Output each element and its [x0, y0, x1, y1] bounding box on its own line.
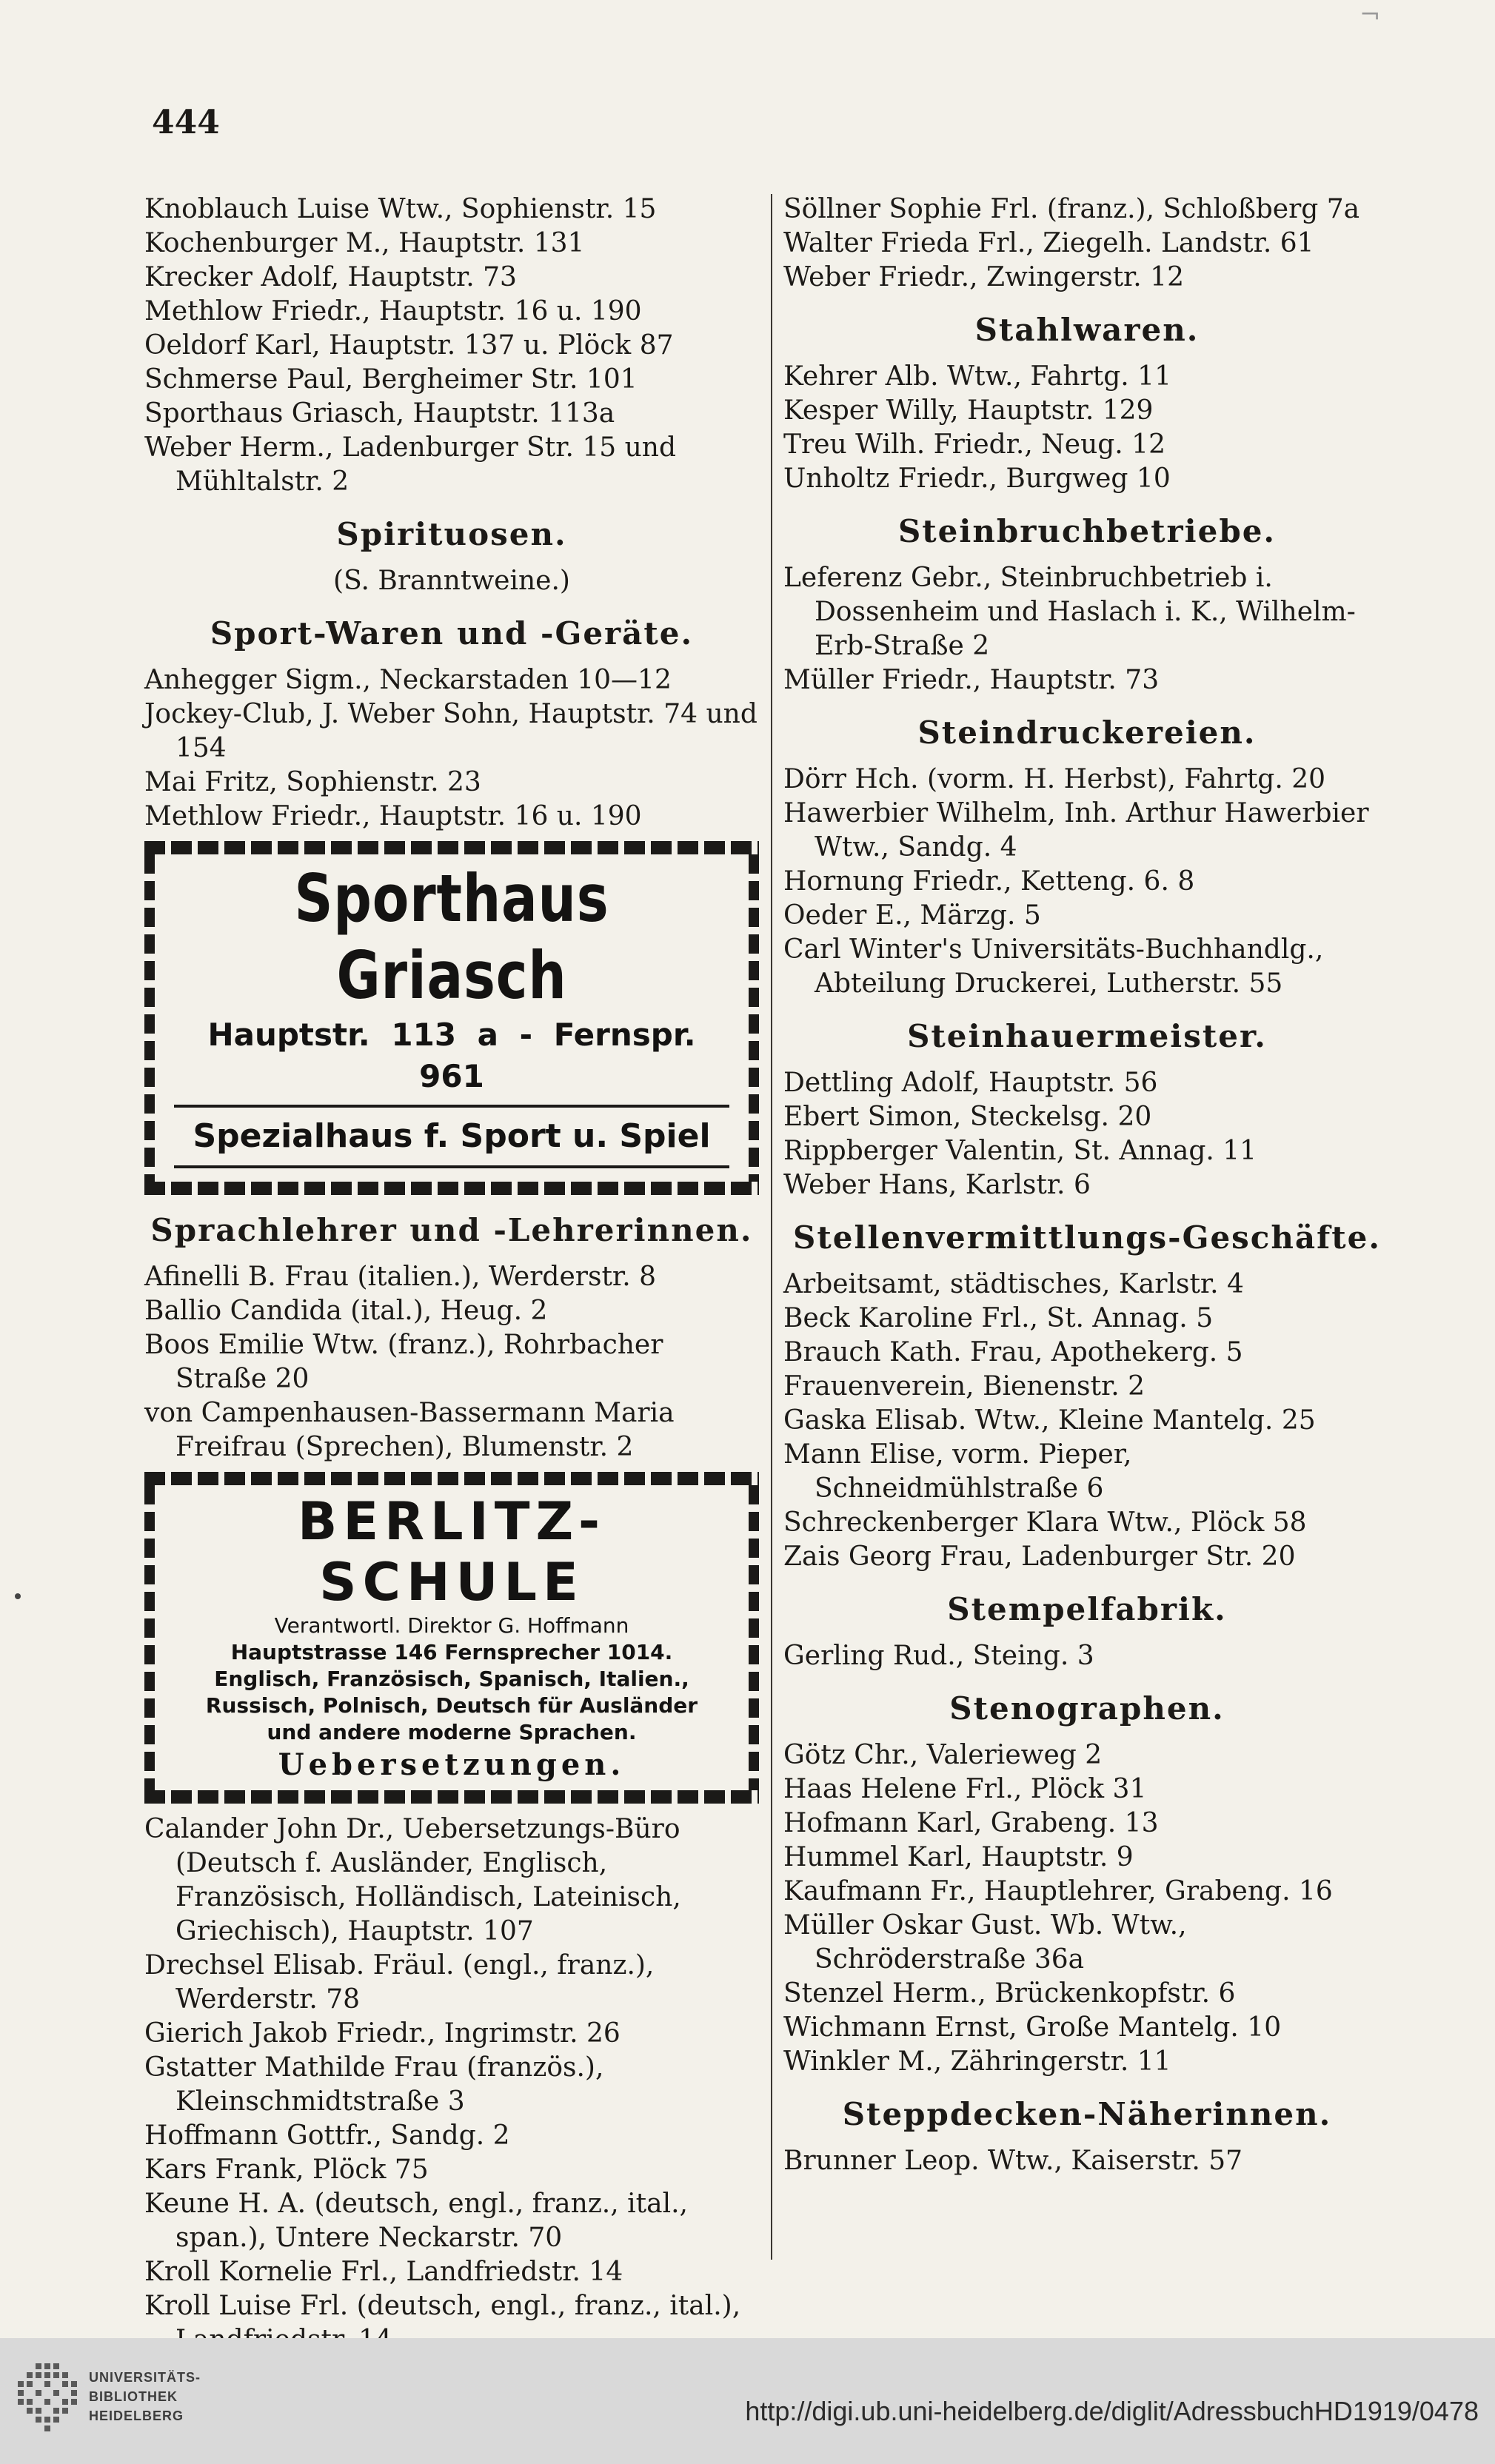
directory-entry: Müller Oskar Gust. Wb. Wtw., Schröderstraße 36a: [783, 1910, 1187, 1975]
directory-entry: Leferenz Gebr., Steinbruchbetrieb i. Dossenheim und Haslach i. K., Wilhelm-Erb-Straße 2: [783, 563, 1356, 661]
directory-entry: Oeder E., Märzg. 5: [783, 900, 1041, 931]
directory-entry: Dettling Adolf, Hauptstr. 56: [783, 1068, 1158, 1098]
section-heading: Steppdecken-Näherinnen.: [842, 2096, 1332, 2132]
directory-entry: Kroll Luise Frl. (deutsch, engl., franz., ital.),: [144, 2291, 741, 2321]
ad-languages: Russisch, Polnisch, Deutsch für Ausländer: [205, 1693, 698, 1718]
directory-entry: Rippberger Valentin, St. Annag. 11: [783, 1136, 1257, 1166]
directory-entry: Frauenverein, Bienenstr. 2: [783, 1371, 1146, 1402]
left-column: [144, 192, 759, 2357]
directory-entry: Knoblauch Luise Wtw., Sophienstr. 15: [144, 194, 657, 224]
university-library-logo-icon: [13, 2360, 80, 2434]
directory-entry: Kehrer Alb. Wtw., Fahrtg. 11: [783, 361, 1171, 392]
directory-entry: Keune H. A. (deutsch, engl., franz., ital., span.), Untere Neckarstr. 70: [144, 2189, 688, 2253]
directory-entry: Schmerse Paul, Bergheimer Str. 101: [144, 364, 638, 395]
directory-entry: Brauch Kath. Frau, Apothekerg. 5: [783, 1337, 1243, 1367]
directory-entry: Drechsel Elisab. Fräul. (engl., franz.), Werderstr. 78: [144, 1950, 655, 2015]
section-heading: Stahlwaren.: [974, 312, 1200, 348]
directory-entry: Ebert Simon, Steckelsg. 20: [783, 1102, 1152, 1132]
directory-entry: Kars Frank, Plöck 75: [144, 2155, 429, 2185]
section-heading: Stempelfabrik.: [947, 1591, 1227, 1627]
corner-mark: ¬: [1359, 0, 1381, 30]
ad-border: [144, 1790, 759, 1804]
ad-tagline: Spezialhaus f. Sport u. Spiel: [193, 1117, 711, 1155]
directory-entry: Weber Friedr., Zwingerstr. 12: [783, 262, 1184, 292]
footer-bar: [0, 2338, 1495, 2464]
page-number: 444: [152, 104, 220, 141]
directory-entry: Kochenburger M., Hauptstr. 131: [144, 228, 585, 258]
ad-footer: Uebersetzungen.: [278, 1747, 626, 1782]
section-heading: Sport-Waren und -Geräte.: [210, 615, 694, 652]
ad-title: BERLITZ-SCHULE: [297, 1491, 606, 1613]
ad-rule: [174, 1165, 729, 1168]
directory-entry: Carl Winter's Universitäts-Buchhandlg., Abteilung Druckerei, Lutherstr. 55: [783, 934, 1324, 999]
directory-entry: Kaufmann Fr., Hauptlehrer, Grabeng. 16: [783, 1876, 1333, 1906]
directory-entry: Brunner Leop. Wtw., Kaiserstr. 57: [783, 2146, 1243, 2176]
directory-entry: Kroll Kornelie Frl., Landfriedstr. 14: [144, 2257, 623, 2287]
directory-entry: Ballio Candida (ital.), Heug. 2: [144, 1296, 548, 1326]
ad-address: Hauptstr. 113 a - Fernspr. 961: [207, 1017, 696, 1094]
directory-entry: Methlow Friedr., Hauptstr. 16 u. 190: [144, 801, 642, 831]
directory-entry: Gerling Rud., Steing. 3: [783, 1641, 1094, 1671]
directory-entry: Hawerbier Wilhelm, Inh. Arthur Hawerbier Wtw., Sandg. 4: [783, 798, 1369, 863]
directory-entry: Arbeitsamt, städtisches, Karlstr. 4: [783, 1269, 1244, 1299]
ad-border: [144, 1472, 759, 1485]
directory-entry: Weber Herm., Ladenburger Str. 15 und Mühltalstr. 2: [144, 432, 677, 497]
ad-director: Verantwortl. Direktor G. Hoffmann: [274, 1613, 629, 1638]
column-divider: [771, 194, 772, 2260]
directory-entry: Stenzel Herm., Brückenkopfstr. 6: [783, 1978, 1236, 2009]
ad-border: [144, 1485, 155, 1790]
directory-entry: Dörr Hch. (vorm. H. Herbst), Fahrtg. 20: [783, 764, 1326, 794]
directory-entry: Walter Frieda Frl., Ziegelh. Landstr. 61: [783, 228, 1314, 258]
directory-entry: Söllner Sophie Frl. (franz.), Schloßberg 7a: [783, 194, 1360, 224]
sporthaus-griasch-ad: [144, 841, 759, 1195]
library-name-line: BIBLIOTHEK: [89, 2389, 178, 2404]
directory-entry: Hofmann Karl, Grabeng. 13: [783, 1808, 1159, 1838]
directory-entry: Haas Helene Frl., Plöck 31: [783, 1774, 1147, 1804]
directory-entry: Schreckenberger Klara Wtw., Plöck 58: [783, 1507, 1307, 1538]
ad-languages: und andere moderne Sprachen.: [267, 1720, 637, 1744]
library-name-line: HEIDELBERG: [89, 2408, 184, 2423]
directory-entry: Krecker Adolf, Hauptstr. 73: [144, 262, 517, 292]
berlitz-schule-ad: [144, 1472, 759, 1804]
directory-entry: Anhegger Sigm., Neckarstaden 10—12: [144, 665, 672, 695]
directory-entry: Afinelli B. Frau (italien.), Werderstr. 8: [144, 1262, 656, 1292]
directory-entry: Weber Hans, Karlstr. 6: [783, 1170, 1091, 1200]
directory-entry: Beck Karoline Frl., St. Annag. 5: [783, 1303, 1214, 1333]
right-column: [783, 192, 1391, 2178]
ad-border: [749, 854, 759, 1182]
directory-entry: Müller Friedr., Hauptstr. 73: [783, 665, 1160, 695]
directory-entry: Jockey-Club, J. Weber Sohn, Hauptstr. 74 und 154: [144, 699, 757, 763]
ad-rule: [174, 1105, 729, 1108]
directory-entry: Mann Elise, vorm. Pieper, Schneidmühlstraße 6: [783, 1439, 1132, 1504]
ad-border: [749, 1485, 759, 1790]
section-heading: Stellenvermittlungs-Geschäfte.: [793, 1219, 1381, 1256]
ad-title: Sporthaus Griasch: [294, 860, 609, 1014]
directory-entry: Hornung Friedr., Ketteng. 6. 8: [783, 866, 1195, 897]
section-heading: Sprachlehrer und -Lehrerinnen.: [150, 1212, 753, 1248]
stray-mark: [15, 1593, 21, 1599]
directory-entry: Kesper Willy, Hauptstr. 129: [783, 395, 1154, 426]
ad-border: [144, 841, 759, 854]
directory-entry: Hummel Karl, Hauptstr. 9: [783, 1842, 1134, 1872]
ad-border: [144, 854, 155, 1182]
directory-entry: Gaska Elisab. Wtw., Kleine Mantelg. 25: [783, 1405, 1316, 1436]
section-heading: Steinbruchbetriebe.: [897, 513, 1277, 549]
directory-entry: Götz Chr., Valerieweg 2: [783, 1740, 1103, 1770]
directory-entry: Mai Fritz, Sophienstr. 23: [144, 767, 481, 797]
directory-entry: Gierich Jakob Friedr., Ingrimstr. 26: [144, 2018, 621, 2049]
directory-entry: Calander John Dr., Uebersetzungs-Büro (Deutsch f. Ausländer, Englisch, Französisch, Holländisch, Lateinisch, Griechisch), Hauptstr. 107: [144, 1814, 681, 1946]
ad-languages: Englisch, Französisch, Spanisch, Italien.,: [214, 1667, 689, 1691]
directory-entry: Winkler M., Zähringerstr. 11: [783, 2046, 1171, 2077]
directory-entry: Wichmann Ernst, Große Mantelg. 10: [783, 2012, 1282, 2043]
directory-entry: Sporthaus Griasch, Hauptstr. 113a: [144, 398, 615, 429]
ad-border: [144, 1182, 759, 1195]
library-name-line: UNIVERSITÄTS-: [89, 2370, 201, 2385]
directory-entry: Oeldorf Karl, Hauptstr. 137 u. Plöck 87: [144, 330, 674, 361]
section-heading: Steindruckereien.: [917, 714, 1257, 751]
section-heading: Spirituosen.: [336, 516, 567, 552]
directory-entry: von Campenhausen-Bassermann Maria Freifrau (Sprechen), Blumenstr. 2: [144, 1398, 675, 1462]
directory-entry: Treu Wilh. Friedr., Neug. 12: [783, 429, 1165, 460]
directory-entry: Boos Emilie Wtw. (franz.), Rohrbacher Straße 20: [144, 1330, 663, 1394]
source-url-link[interactable]: http://digi.ub.uni-heidelberg.de/diglit/AdressbuchHD1919/0478: [745, 2396, 1479, 2426]
directory-entry: Hoffmann Gottfr., Sandg. 2: [144, 2120, 510, 2151]
directory-entry: Unholtz Friedr., Burgweg 10: [783, 463, 1171, 494]
directory-entry: Zais Georg Frau, Ladenburger Str. 20: [783, 1541, 1296, 1572]
ad-address: Hauptstrasse 146 Fernsprecher 1014.: [230, 1640, 673, 1664]
section-note: (S. Branntweine.): [333, 566, 570, 596]
section-heading: Stenographen.: [949, 1690, 1225, 1727]
directory-entry: Methlow Friedr., Hauptstr. 16 u. 190: [144, 296, 642, 327]
section-heading: Steinhauermeister.: [907, 1018, 1267, 1054]
library-name: [89, 2368, 201, 2426]
directory-entry: Gstatter Mathilde Frau (französ.), Kleinschmidtstraße 3: [144, 2052, 604, 2117]
